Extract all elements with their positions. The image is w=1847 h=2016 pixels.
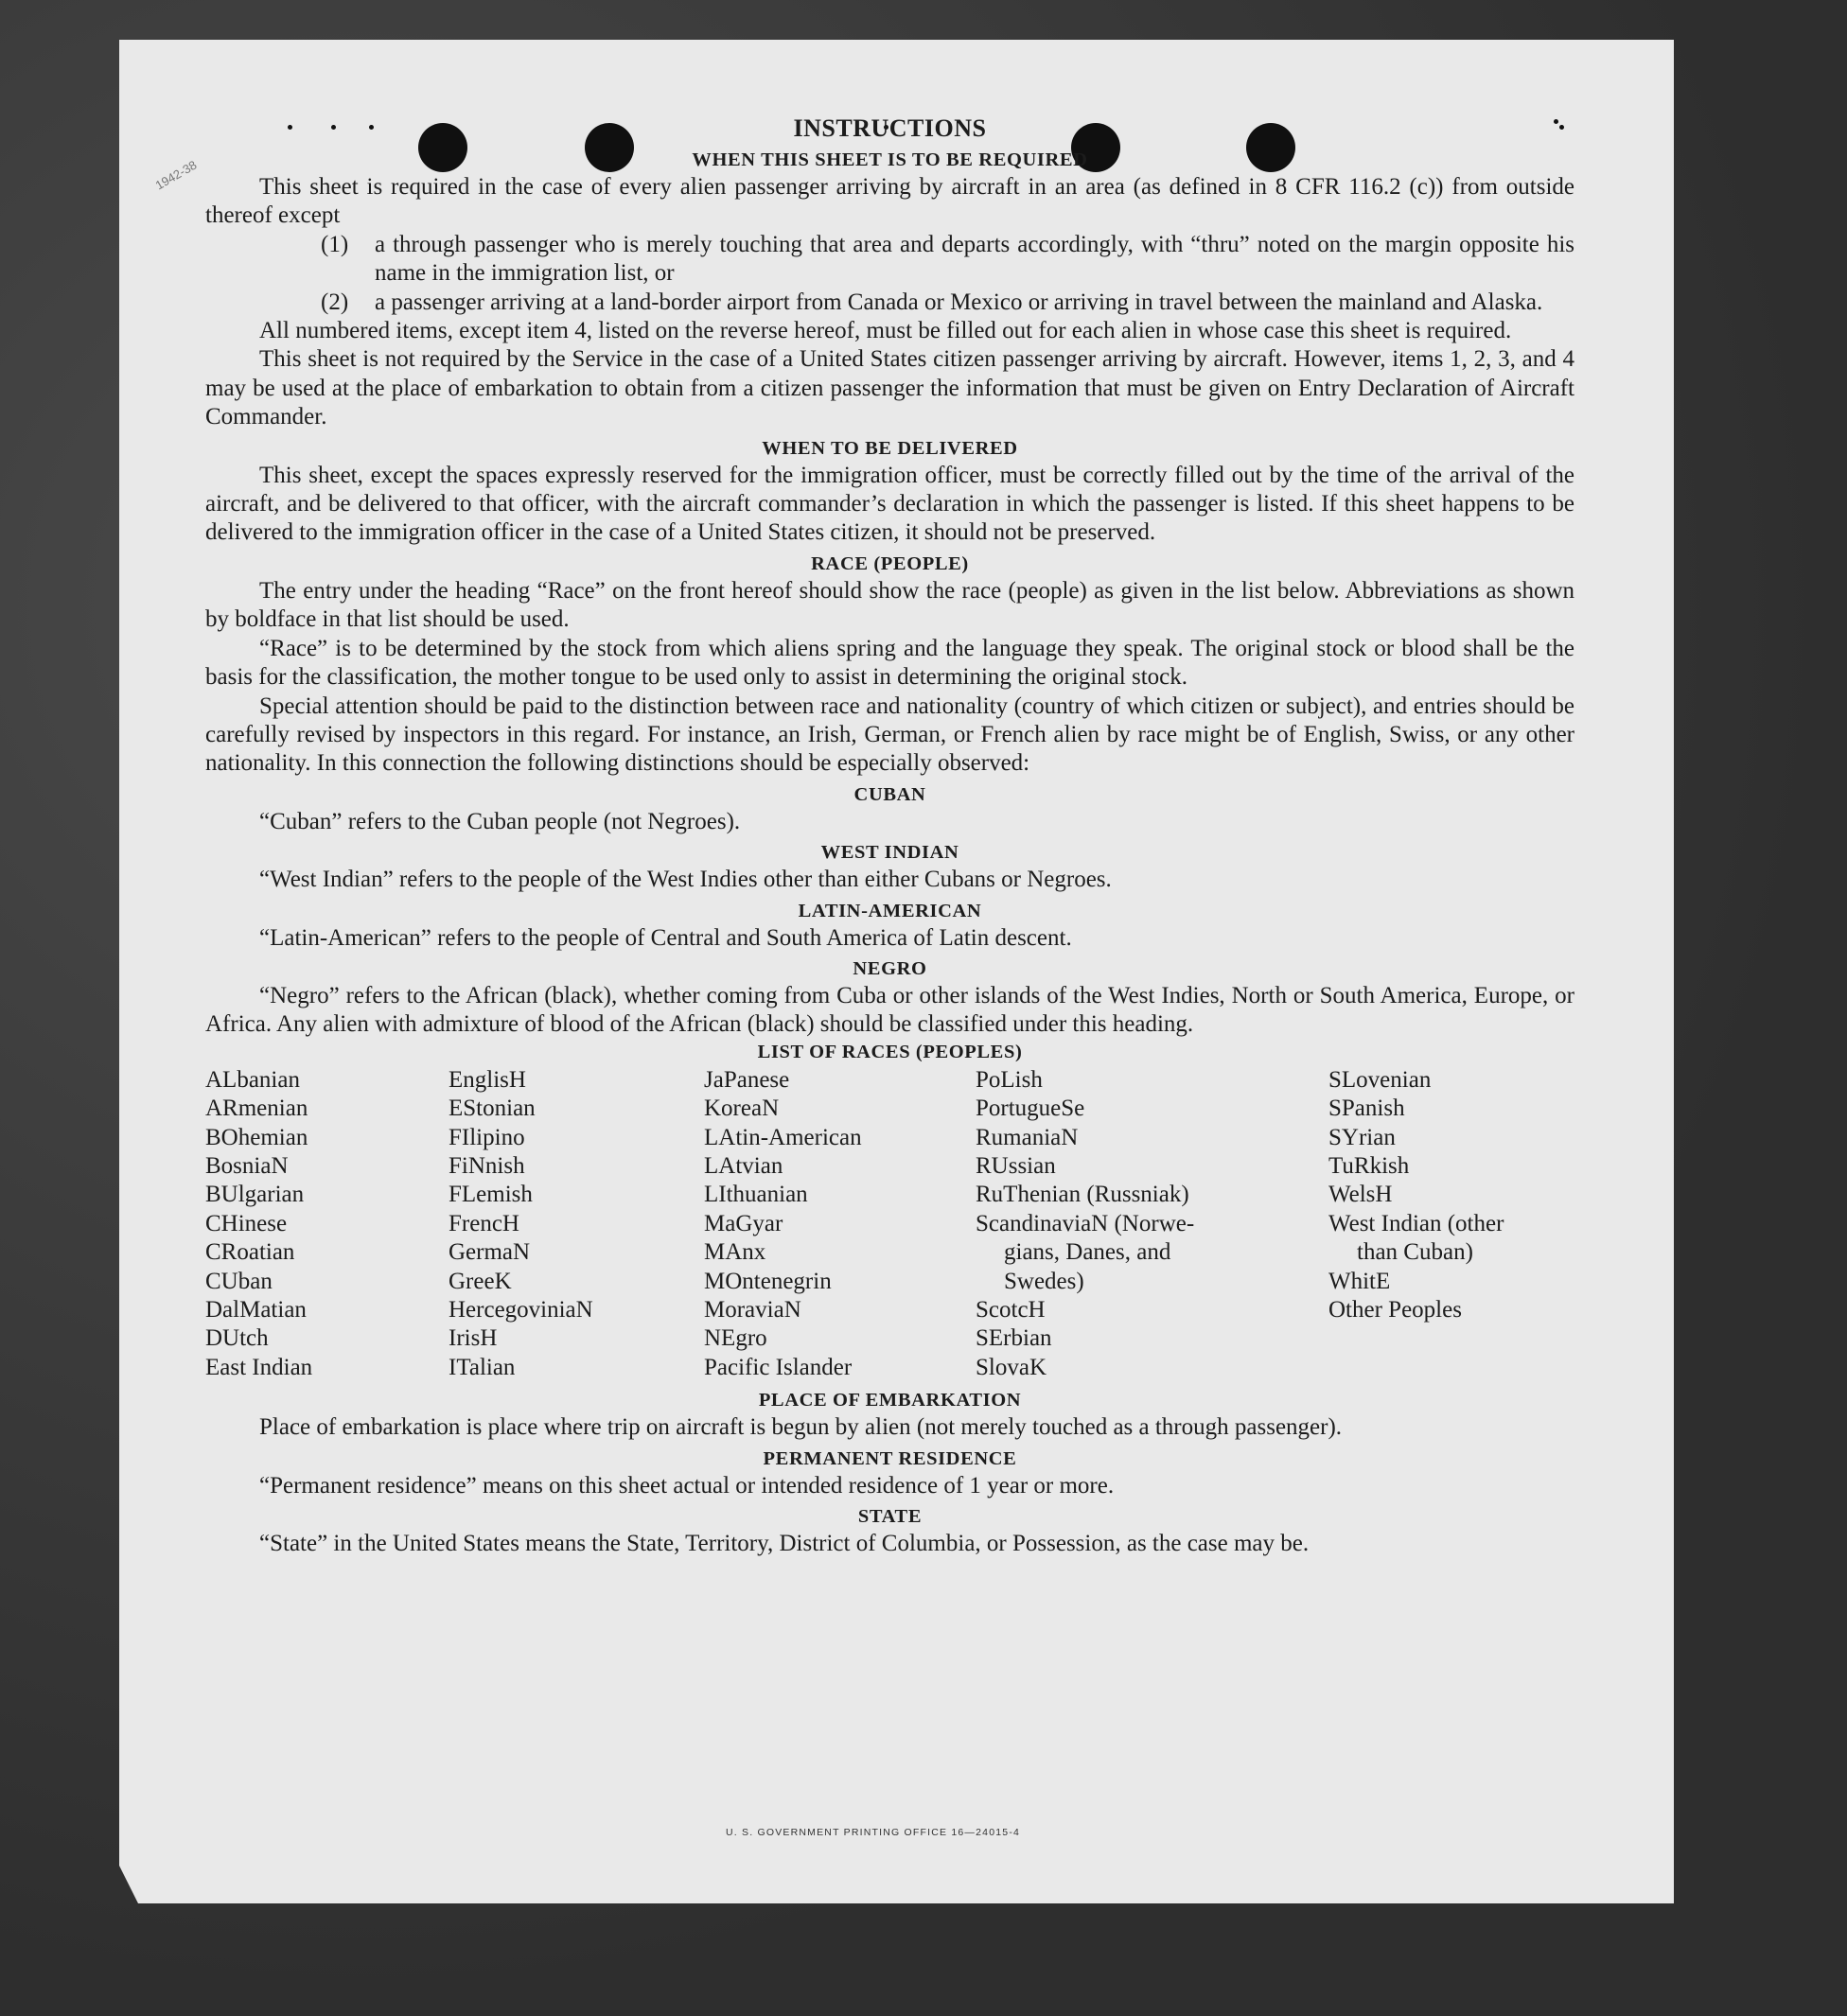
race-entry: MoraviaN — [704, 1297, 801, 1323]
race-list — [205, 1066, 1574, 1382]
race-column — [449, 1066, 704, 1382]
race-entry: MOntenegrin — [704, 1268, 832, 1294]
race-entry: SlovaK — [976, 1354, 1047, 1380]
printer-imprint: U. S. GOVERNMENT PRINTING OFFICE 16—24015-4 — [726, 1827, 1021, 1838]
race-entry: Swedes) — [1004, 1268, 1084, 1294]
item-number: (2) — [321, 289, 349, 315]
race-entry: Other Peoples — [1328, 1297, 1462, 1323]
race-entry: GreeK — [449, 1268, 512, 1294]
race-entry: SErbian — [976, 1325, 1052, 1352]
item-text: a through passenger who is merely touching that area and departs accordingly, with “thru” noted on the margin opposite his name in the immigration list, or — [375, 231, 1574, 287]
race-entry: CRoatian — [205, 1239, 295, 1266]
section-heading-list-of-races: LIST OF RACES (PEOPLES) — [757, 1041, 1023, 1062]
instructions-content — [205, 114, 1574, 1558]
race-entry: gians, Danes, and — [1004, 1239, 1171, 1266]
section-heading-latin-american: LATIN-AMERICAN — [798, 900, 982, 921]
race-entry: PortugueSe — [976, 1096, 1085, 1122]
section-heading-residence: PERMANENT RESIDENCE — [763, 1447, 1017, 1469]
race-entry: WelsH — [1328, 1182, 1393, 1208]
race-entry: BUlgarian — [205, 1182, 305, 1208]
race-entry: JaPanese — [704, 1066, 790, 1093]
race-column — [205, 1066, 449, 1382]
race-entry: FiNnish — [449, 1152, 525, 1179]
section-heading-when-required: WHEN THIS SHEET IS TO BE REQUIRED — [692, 149, 1088, 170]
race-entry: RUssian — [976, 1152, 1056, 1179]
paragraph: “Cuban” refers to the Cuban people (not Negroes). — [259, 808, 741, 834]
race-entry: ScandinaviaN (Norwe- — [976, 1210, 1195, 1236]
race-entry: LAtvian — [704, 1152, 783, 1179]
race-entry: FIlipino — [449, 1124, 525, 1150]
paragraph: This sheet, except the spaces expressly reserved for the immigration officer, must be correctly filled out by the time of the arrival of the aircraft, and be delivered to that officer, with the aircraft commander’s declaration in which the passenger is listed. If this sheet happens to be delivered to the immigration officer in the case of a United States citizen, it should not be preserved. — [205, 462, 1574, 546]
paragraph: “State” in the United States means the State, Territory, District of Columbia, or Possession, as the case may be. — [259, 1531, 1310, 1557]
paragraph: “Permanent residence” means on this sheet actual or intended residence of 1 year or more. — [259, 1472, 1115, 1499]
handwritten-stamp: 1942-38 — [152, 157, 200, 193]
item-text: a passenger arriving at a land-border airport from Canada or Mexico or arriving in travel between the mainland and Alaska. — [375, 289, 1543, 315]
race-entry: than Cuban) — [1357, 1239, 1473, 1266]
paragraph: This sheet is not required by the Service in the case of a United States citizen passenger arriving by aircraft. However, items 1, 2, 3, and 4 may be used at the place of embarkation to obtain from a citizen passenger the information that must be given on Entry Declaration of Aircraft Commander. — [205, 346, 1574, 430]
paragraph: “Race” is to be determined by the stock from which aliens spring and the language they speak. The original stock or blood shall be the basis for the classification, the mother tongue to be used only to assist in determining the original stock. — [205, 635, 1574, 691]
section-heading-embarkation: PLACE OF EMBARKATION — [758, 1390, 1022, 1411]
paragraph: “Latin-American” refers to the people of Central and South America of Latin descent. — [259, 924, 1072, 951]
race-entry: ITalian — [449, 1354, 516, 1380]
numbered-item — [205, 231, 1574, 289]
paragraph: Place of embarkation is place where trip on aircraft is begun by alien (not merely touched as a through passenger). — [259, 1414, 1343, 1441]
section-heading-race: RACE (PEOPLE) — [811, 552, 969, 574]
race-entry: EStonian — [449, 1096, 536, 1122]
race-entry: IrisH — [449, 1325, 498, 1352]
paragraph: “West Indian” refers to the people of the West Indies other than either Cubans or Negroes. — [259, 867, 1112, 893]
race-entry: DUtch — [205, 1325, 269, 1352]
section-heading-negro: NEGRO — [853, 957, 927, 979]
section-heading-state: STATE — [857, 1506, 923, 1528]
race-entry: ScotcH — [976, 1297, 1046, 1323]
race-entry: GermaN — [449, 1239, 531, 1266]
race-entry: LIthuanian — [704, 1182, 808, 1208]
race-entry: FrencH — [449, 1210, 519, 1236]
race-entry: East Indian — [205, 1354, 313, 1380]
race-entry: WhitE — [1328, 1268, 1391, 1294]
item-number: (1) — [321, 231, 349, 257]
race-entry: BOhemian — [205, 1124, 308, 1150]
paragraph: “Negro” refers to the African (black), whether coming from Cuba or other islands of the West Indies, North or South America, Europe, or Africa. Any alien with admixture of blood of the African (black) should be classified under this heading. — [205, 982, 1574, 1038]
race-entry: LAtin-American — [704, 1124, 862, 1150]
section-heading-when-delivered: WHEN TO BE DELIVERED — [762, 437, 1018, 459]
paragraph: Special attention should be paid to the distinction between race and nationality (country of which citizen or subject), and entries should be carefully revised by inspectors in this regard. For instance, an Irish, German, or French alien by race might be of English, Swiss, or any other nationality. In this connection the following distinctions should be especially observed: — [205, 692, 1574, 777]
race-column — [1328, 1066, 1574, 1382]
race-entry: CUban — [205, 1268, 273, 1294]
race-entry: NEgro — [704, 1325, 767, 1352]
race-entry: KoreaN — [704, 1096, 780, 1122]
race-column — [976, 1066, 1328, 1382]
race-entry: BosniaN — [205, 1152, 289, 1179]
page-title: INSTRUCTIONS — [793, 114, 987, 142]
race-column — [704, 1066, 976, 1382]
race-entry: EnglisH — [449, 1066, 526, 1093]
race-entry: PoLish — [976, 1066, 1043, 1093]
race-entry: SYrian — [1328, 1124, 1396, 1150]
race-entry: RumaniaN — [976, 1124, 1079, 1150]
section-heading-west-indian: WEST INDIAN — [820, 842, 959, 864]
race-entry: TuRkish — [1328, 1152, 1410, 1179]
paragraph: This sheet is required in the case of every alien passenger arriving by aircraft in an area (as defined in 8 CFR 116.2 (c)) from outside thereof except — [205, 174, 1574, 229]
race-entry: West Indian (other — [1328, 1210, 1504, 1236]
race-entry: RuThenian (Russniak) — [976, 1182, 1189, 1208]
numbered-item — [205, 289, 1574, 317]
race-entry: ALbanian — [205, 1066, 300, 1093]
race-entry: DalMatian — [205, 1297, 307, 1323]
paragraph: All numbered items, except item 4, listed on the reverse hereof, must be filled out for each alien in whose case this sheet is required. — [259, 318, 1512, 344]
race-entry: CHinese — [205, 1210, 288, 1236]
section-heading-cuban: CUBAN — [853, 783, 926, 805]
race-entry: HercegoviniaN — [449, 1297, 593, 1323]
race-entry: MAnx — [704, 1239, 766, 1266]
race-entry: SPanish — [1328, 1096, 1405, 1122]
race-entry: Pacific Islander — [704, 1354, 853, 1380]
race-entry: SLovenian — [1328, 1066, 1432, 1093]
race-entry: FLemish — [449, 1182, 533, 1208]
race-entry: ARmenian — [205, 1096, 308, 1122]
race-entry: MaGyar — [704, 1210, 783, 1236]
paragraph: The entry under the heading “Race” on the front hereof should show the race (people) as given in the list below. Abbreviations as shown by boldface in that list should be used. — [205, 577, 1574, 633]
